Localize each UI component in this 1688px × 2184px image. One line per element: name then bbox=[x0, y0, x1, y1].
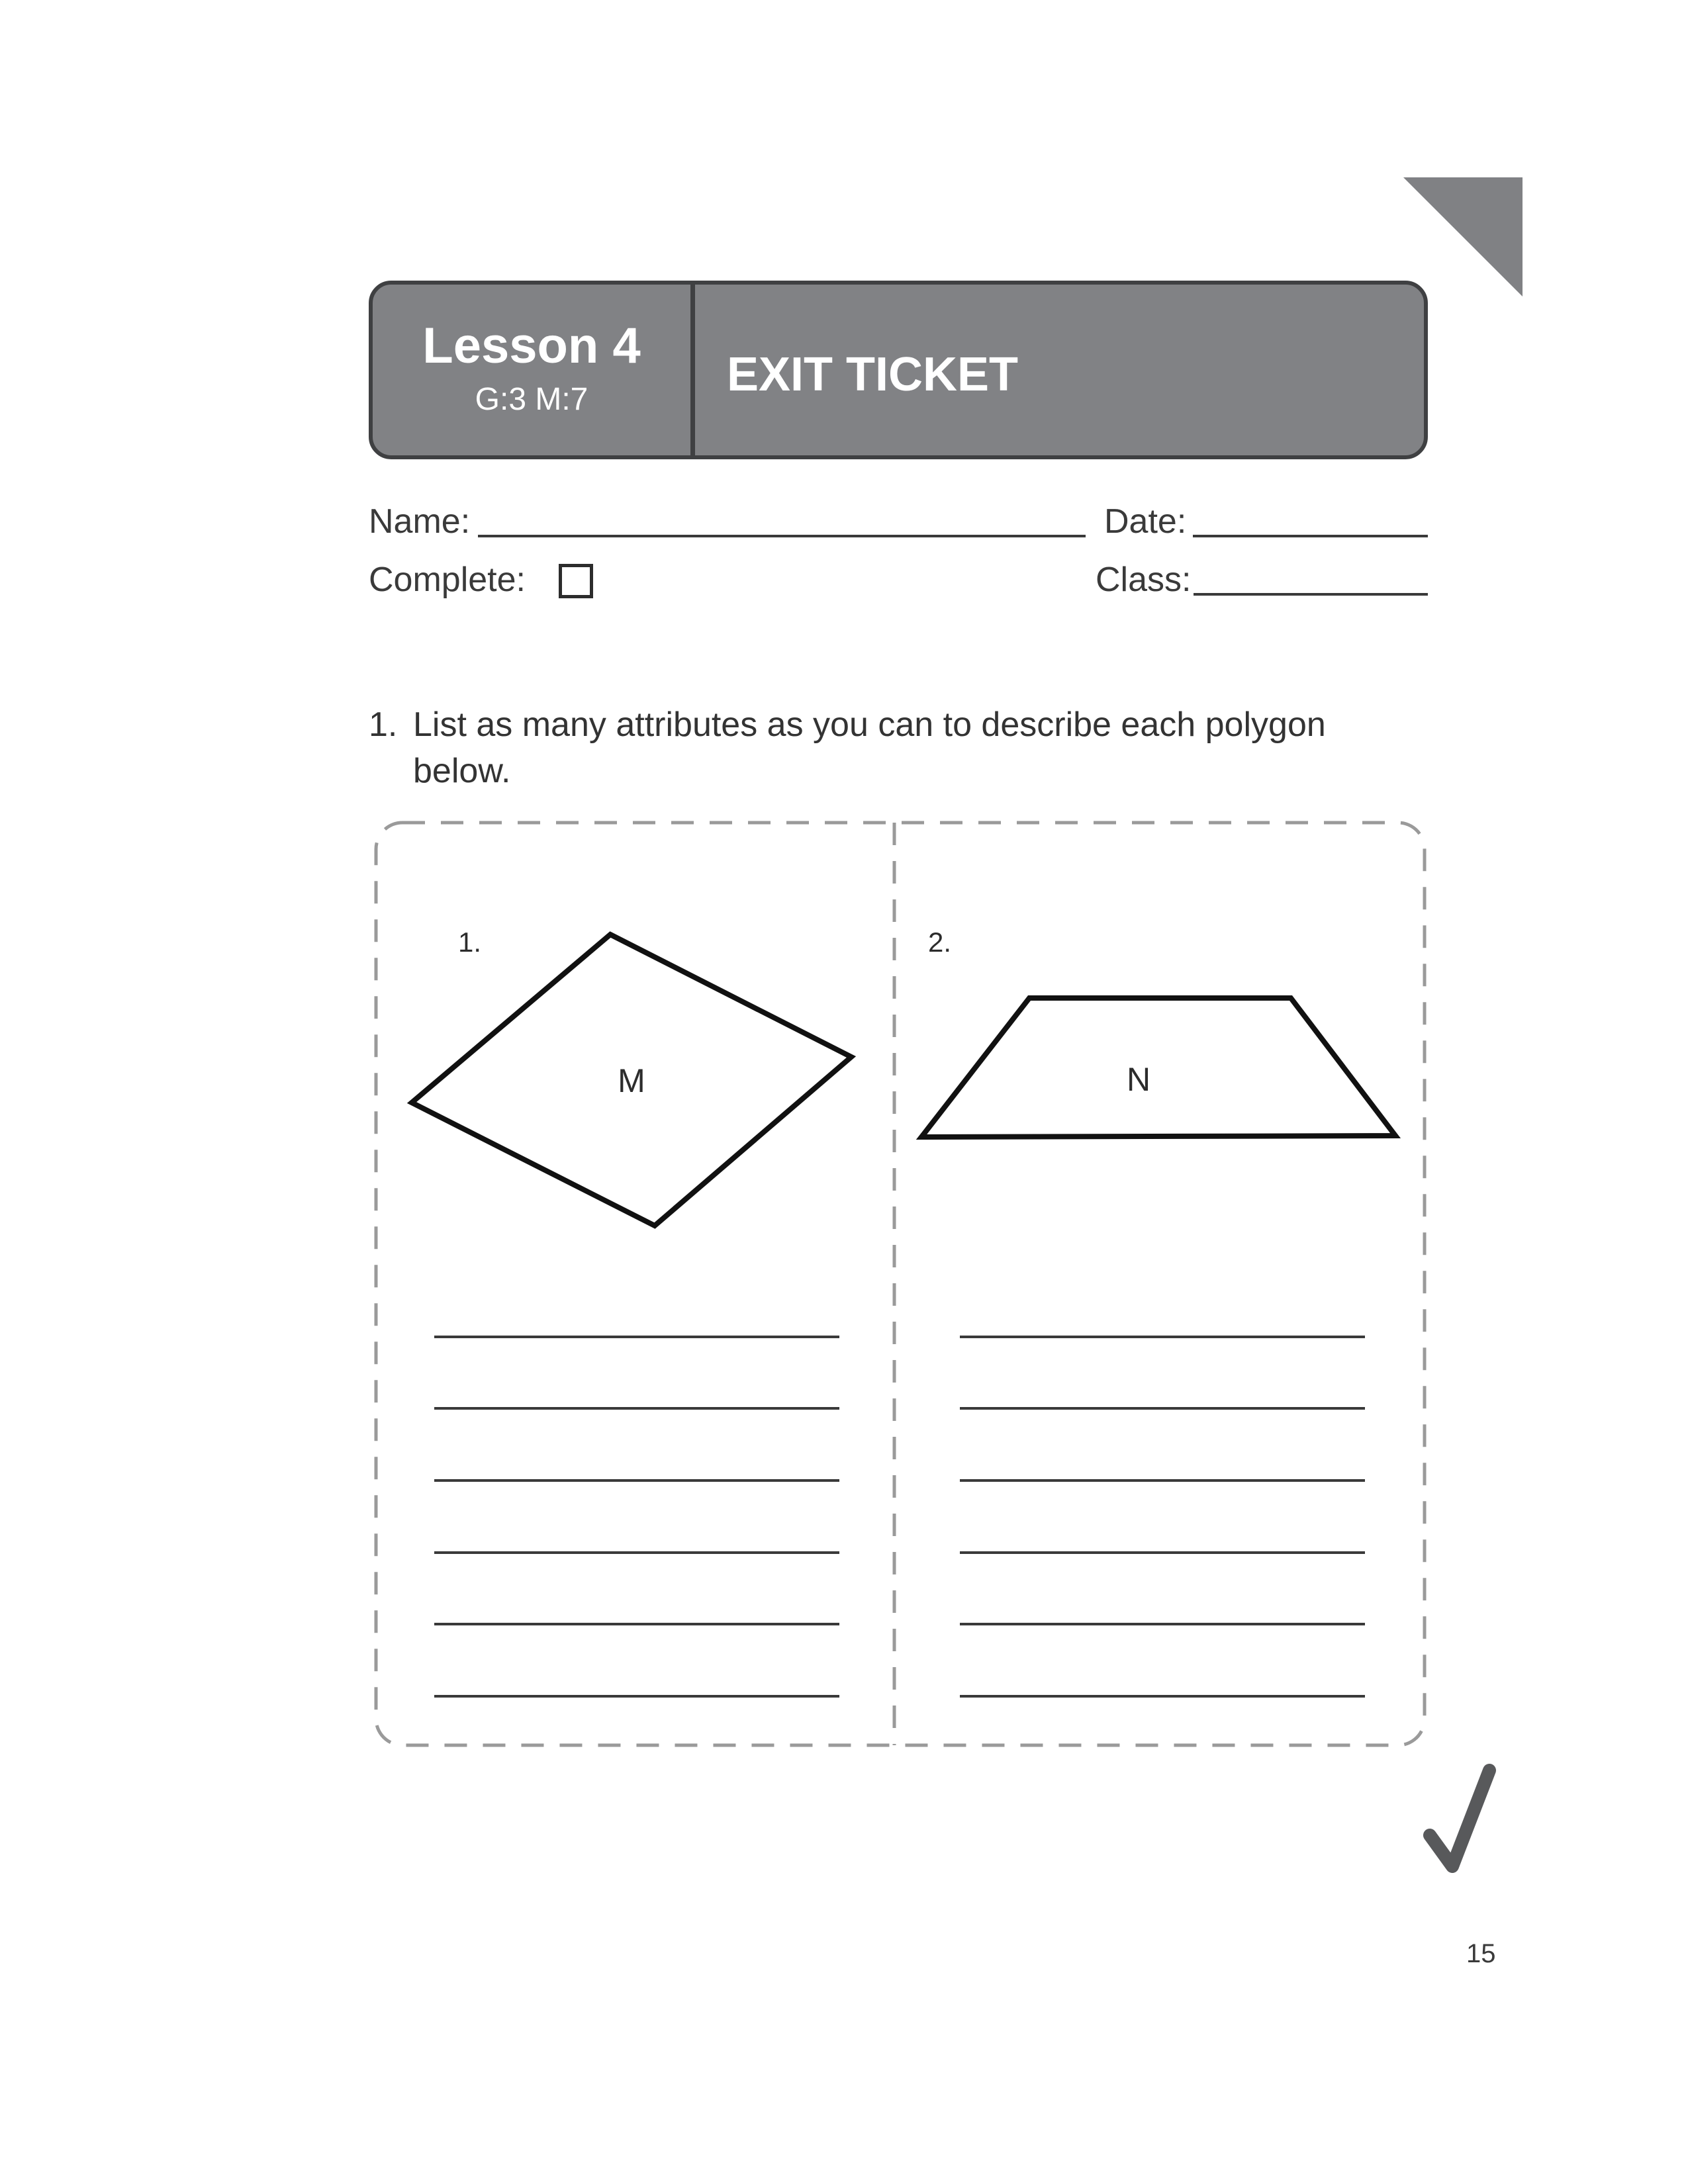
date-field[interactable] bbox=[1193, 535, 1428, 537]
page-title: EXIT TICKET bbox=[727, 348, 1019, 401]
question-number: 1. bbox=[369, 705, 398, 744]
answer-line-n[interactable] bbox=[960, 1336, 1365, 1338]
answer-line-m[interactable] bbox=[434, 1336, 839, 1338]
class-field[interactable] bbox=[1194, 593, 1428, 596]
complete-checkbox[interactable] bbox=[559, 564, 593, 598]
answer-line-m[interactable] bbox=[434, 1479, 839, 1482]
answer-line-m[interactable] bbox=[434, 1407, 839, 1410]
answer-line-m[interactable] bbox=[434, 1551, 839, 1554]
question-text: List as many attributes as you can to describe each polygon below. bbox=[413, 705, 1326, 790]
grade-module-label: G:3 M:7 bbox=[475, 382, 588, 417]
answer-line-n[interactable] bbox=[960, 1407, 1365, 1410]
trapezoid-n-shape bbox=[921, 998, 1395, 1137]
shape-1-label: M bbox=[618, 1062, 645, 1099]
work-area bbox=[374, 821, 1427, 1747]
shape-2-number: 2. bbox=[928, 927, 952, 958]
complete-label: Complete: bbox=[369, 561, 526, 599]
name-field[interactable] bbox=[478, 535, 1086, 537]
shape-1-number: 1. bbox=[458, 927, 482, 958]
date-label: Date: bbox=[1104, 502, 1187, 541]
answer-line-n[interactable] bbox=[960, 1695, 1365, 1698]
checkmark-icon bbox=[1423, 1764, 1496, 1873]
lesson-header bbox=[369, 281, 1428, 459]
answer-line-m[interactable] bbox=[434, 1695, 839, 1698]
lesson-title: Lesson 4 bbox=[422, 318, 641, 374]
answer-line-n[interactable] bbox=[960, 1551, 1365, 1554]
class-label: Class: bbox=[1096, 561, 1192, 599]
header-divider bbox=[690, 285, 695, 455]
corner-triangle-icon bbox=[1403, 177, 1523, 296]
answer-line-n[interactable] bbox=[960, 1479, 1365, 1482]
answer-line-m[interactable] bbox=[434, 1623, 839, 1625]
page-number: 15 bbox=[1466, 1939, 1496, 1968]
name-label: Name: bbox=[369, 502, 471, 541]
shape-2-label: N bbox=[1126, 1061, 1151, 1098]
answer-line-n[interactable] bbox=[960, 1623, 1365, 1625]
